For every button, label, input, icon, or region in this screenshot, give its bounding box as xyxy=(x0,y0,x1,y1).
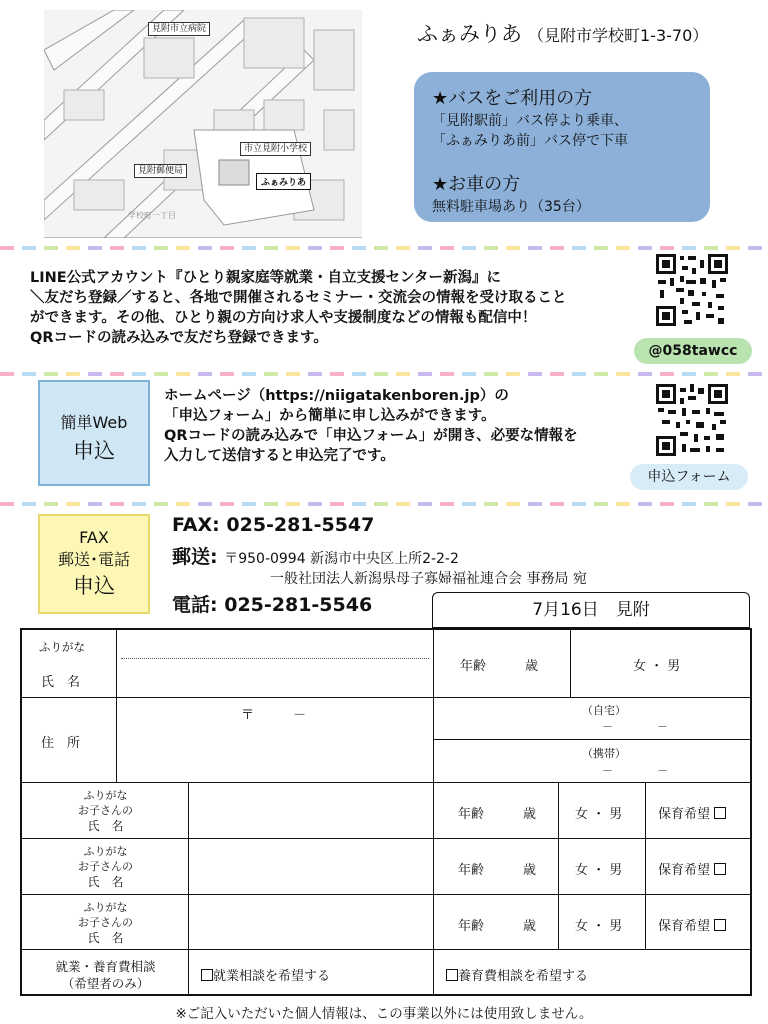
privacy-note: ※ご記入いただいた個人情報は、この事業以外には使用致しません。 xyxy=(175,1006,593,1022)
mobile-phone-label: （携帯） xyxy=(582,747,626,760)
child-1-label-cell xyxy=(20,782,189,839)
car-heading: ★お車の方 xyxy=(432,174,521,195)
child-name-label: 氏 名 xyxy=(87,875,124,889)
venue-map xyxy=(44,10,362,238)
childcare-label: 保育希望 xyxy=(658,919,711,934)
web-apply-box xyxy=(38,380,150,486)
web-text-4: 入力して送信すると申込完了です。 xyxy=(164,448,395,464)
childcare-option xyxy=(658,915,726,934)
home-phone-dashes: － － xyxy=(602,720,668,733)
job-consultation-cell[interactable] xyxy=(188,949,434,996)
mail-organization: 一般社団法人新潟県母子寡婦福祉連合会 事務局 宛 xyxy=(270,571,587,587)
mail-line xyxy=(172,542,459,569)
apply-form-link[interactable]: 申込フォーム xyxy=(630,464,748,490)
child-3-label-cell xyxy=(20,894,189,950)
child-age-label: 年齢 歳 xyxy=(458,919,537,934)
map-label-post-office: 見附郵便局 xyxy=(134,164,187,178)
name-label: 氏 名 xyxy=(41,675,81,690)
web-description xyxy=(164,386,578,466)
childcare-checkbox[interactable] xyxy=(714,807,726,819)
postal-mark: 〒 － xyxy=(241,708,307,723)
line-qr-code[interactable] xyxy=(656,254,728,326)
bus-heading: ★バスをご利用の方 xyxy=(432,88,593,109)
consultation-label-cell xyxy=(20,949,189,996)
line-description xyxy=(30,268,567,348)
gender-cell[interactable] xyxy=(570,628,752,698)
child-2-childcare-cell[interactable] xyxy=(645,838,752,895)
gender-options: 女 ・ 男 xyxy=(633,659,681,674)
childcare-label: 保育希望 xyxy=(658,807,711,822)
map-streets xyxy=(44,10,362,238)
web-text-3: QRコードの読み込みで「申込フォーム」が開き、必要な情報を xyxy=(164,428,578,444)
address-label: 住 所 xyxy=(41,736,81,751)
child-1-gender-cell[interactable] xyxy=(558,782,646,839)
child-1-childcare-cell[interactable] xyxy=(645,782,752,839)
child-furigana-label: ふりがな xyxy=(83,789,128,802)
child-1-age-cell[interactable] xyxy=(433,782,559,839)
child-2-gender-cell[interactable] xyxy=(558,838,646,895)
child-support-checkbox[interactable] xyxy=(446,969,458,981)
phone-label: 電話: xyxy=(172,594,225,616)
line-handle-badge[interactable]: @058tawcc xyxy=(634,338,752,364)
child-2-name-input[interactable] xyxy=(188,838,434,895)
fax-box-line-2: 郵送･電話 xyxy=(57,550,130,569)
child-furigana-label: ふりがな xyxy=(83,845,128,858)
fax-number: 025-281-5547 xyxy=(226,514,375,536)
consultation-label-1: 就業・養育費相談 xyxy=(55,959,156,974)
child-2-label-cell xyxy=(20,838,189,895)
web-box-line-2: 申込 xyxy=(73,439,115,463)
address-input-cell[interactable] xyxy=(116,697,434,783)
child-age-label: 年齢 歳 xyxy=(458,807,537,822)
venue-title xyxy=(417,18,708,48)
child-3-age-cell[interactable] xyxy=(433,894,559,950)
fax-line xyxy=(172,514,374,536)
child-label: お子さんの xyxy=(78,916,133,929)
child-3-childcare-cell[interactable] xyxy=(645,894,752,950)
child-support-consultation-cell[interactable] xyxy=(433,949,752,996)
child-gender-options: 女 ・ 男 xyxy=(575,919,623,934)
name-input-cell[interactable] xyxy=(116,628,434,698)
child-name-label: 氏 名 xyxy=(87,931,124,945)
child-name-label: 氏 名 xyxy=(87,819,124,833)
venue-address: （見附市学校町1-3-70） xyxy=(528,26,709,45)
bus-line-1: 「見附駅前」バス停より乗車、 xyxy=(432,113,628,129)
web-text-2: 「申込フォーム」から簡単に申し込みができます。 xyxy=(164,408,496,424)
home-phone-label: （自宅） xyxy=(582,704,626,717)
course-date-location: 7月16日 見附 xyxy=(432,592,750,628)
childcare-checkbox[interactable] xyxy=(714,863,726,875)
name-label-cell xyxy=(20,628,117,698)
childcare-option xyxy=(658,859,726,878)
map-street-name: 学校町一丁目 xyxy=(128,211,176,220)
child-3-name-input[interactable] xyxy=(188,894,434,950)
child-gender-options: 女 ・ 男 xyxy=(575,807,623,822)
web-box-line-1: 簡単Web xyxy=(60,413,128,432)
separator xyxy=(0,372,768,376)
mobile-phone-cell[interactable] xyxy=(433,739,752,783)
child-furigana-label: ふりがな xyxy=(83,901,128,914)
line-text-2: ＼友だち登録／すると、各地で開催されるセミナー・交流会の情報を受け取ること xyxy=(30,290,567,306)
access-info-box xyxy=(414,72,710,222)
age-cell[interactable] xyxy=(433,628,571,698)
job-consultation-checkbox[interactable] xyxy=(201,969,213,981)
age-label: 年齢 歳 xyxy=(460,659,539,674)
child-label: お子さんの xyxy=(78,860,133,873)
name-furigana-label: ふりがな xyxy=(39,640,85,654)
childcare-option xyxy=(658,803,726,822)
separator xyxy=(0,502,768,506)
child-support-option xyxy=(446,965,588,984)
bus-line-2: 「ふぁみりあ前」バス停で下車 xyxy=(432,133,628,149)
child-gender-options: 女 ・ 男 xyxy=(575,863,623,878)
child-support-label: 養育費相談を希望する xyxy=(458,969,589,984)
address-label-cell xyxy=(20,697,117,783)
line-text-4: QRコードの読み込みで友だち登録できます。 xyxy=(30,330,328,346)
furigana-divider xyxy=(121,658,429,659)
child-2-age-cell[interactable] xyxy=(433,838,559,895)
home-phone-cell[interactable] xyxy=(433,697,752,740)
childcare-checkbox[interactable] xyxy=(714,919,726,931)
apply-form-qr-code[interactable] xyxy=(656,384,728,456)
line-text-1: LINE公式アカウント『ひとり親家庭等就業・自立支援センター新潟』に xyxy=(30,270,501,286)
fax-box-line-1: FAX xyxy=(79,528,109,547)
mail-address: 〒950-0994 新潟市中央区上所2-2-2 xyxy=(224,551,459,567)
web-text-1: ホームページ（https://niigatakenboren.jp）の xyxy=(164,388,509,404)
job-consultation-label: 就業相談を希望する xyxy=(213,969,331,984)
mobile-phone-dashes: － － xyxy=(602,764,668,777)
map-pin-venue: ふぁみりあ xyxy=(256,173,311,190)
car-parking-line: 無料駐車場あり（35台） xyxy=(432,199,590,215)
child-label: お子さんの xyxy=(78,804,133,817)
venue-name: ふぁみりあ xyxy=(417,22,522,46)
consultation-label-2: （希望者のみ） xyxy=(61,976,150,991)
childcare-label: 保育希望 xyxy=(658,863,711,878)
fax-box-line-3: 申込 xyxy=(73,574,115,598)
job-consultation-option xyxy=(201,965,330,984)
child-age-label: 年齢 歳 xyxy=(458,863,537,878)
map-label-school: 市立見附小学校 xyxy=(240,142,311,156)
child-3-gender-cell[interactable] xyxy=(558,894,646,950)
child-1-name-input[interactable] xyxy=(188,782,434,839)
fax-label: FAX: xyxy=(172,514,227,536)
separator xyxy=(0,246,768,250)
line-text-3: ができます。その他、ひとり親の方向け求人や支援制度などの情報も配信中！ xyxy=(30,310,537,326)
mail-label: 郵送: xyxy=(172,546,225,568)
phone-number: 025-281-5546 xyxy=(224,594,373,616)
phone-line xyxy=(172,590,372,617)
map-label-hospital: 見附市立病院 xyxy=(148,22,210,36)
fax-mail-phone-box xyxy=(38,514,150,614)
